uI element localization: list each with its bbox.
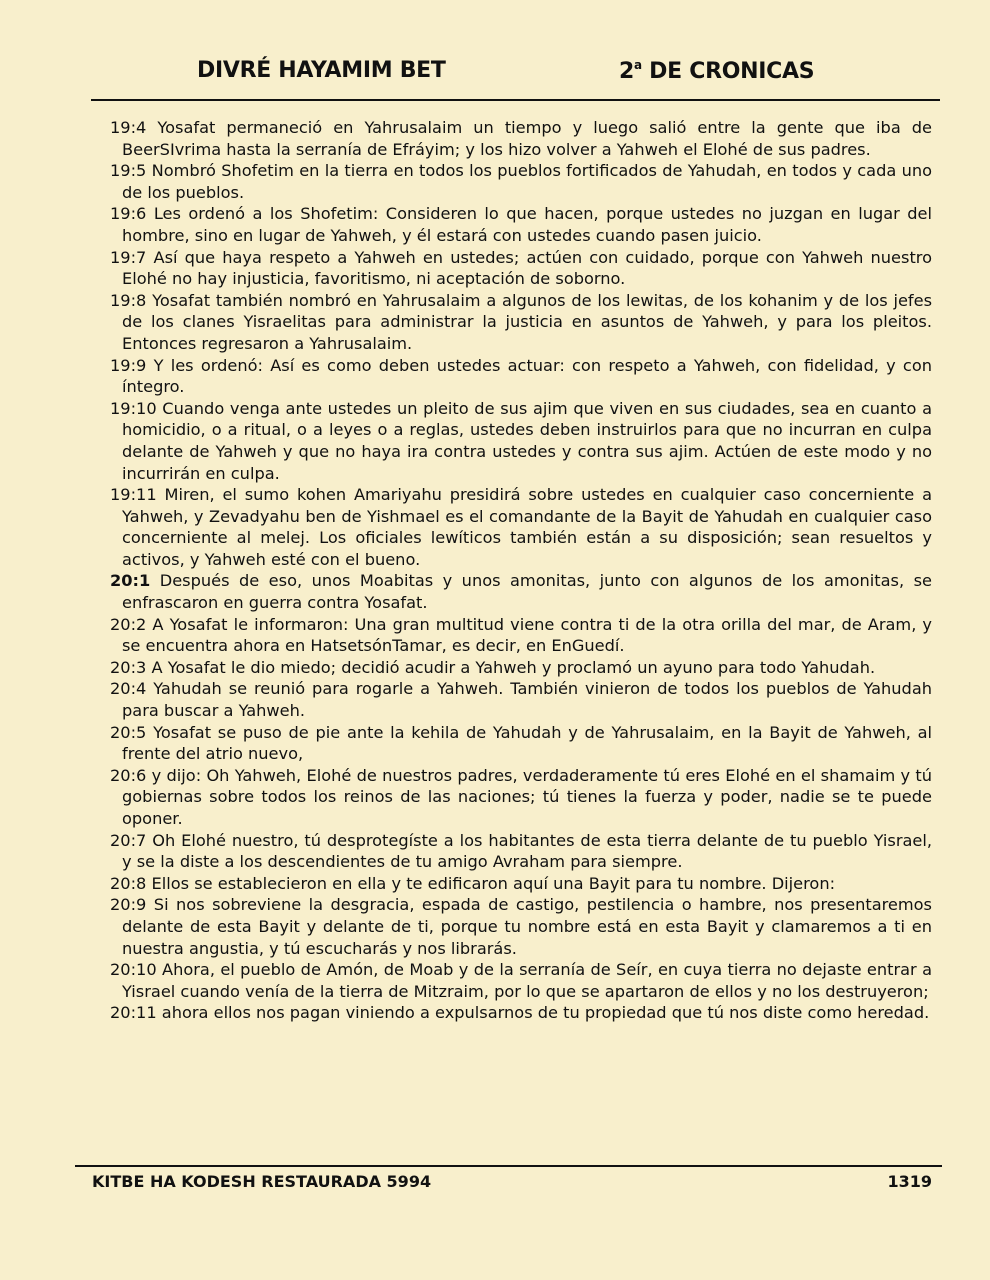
- book-title-rest: DE CRONICAS: [641, 59, 815, 84]
- verse: [110, 484, 932, 570]
- verse-text: Miren, el sumo kohen Amariyahu presidirá sobre ustedes en cualquier caso concerniente a Yahweh, y Zevadyahu ben de Yishmael es el comandante de la Bayit de Yahudah en cualquier caso concerniente al melej. Los oficiales lewíticos también están a su disposición; sean resueltos y activos, y Yahweh esté con el bueno.: [122, 485, 932, 569]
- verse-ref: 19:9: [110, 355, 147, 375]
- verse-ref: 19:10: [110, 398, 157, 418]
- verse-ref: 19:11: [110, 485, 157, 505]
- verse: [110, 959, 932, 1002]
- verse: [110, 355, 932, 398]
- verse-text: Nombró Shofetim en la tierra en todos los pueblos fortificados de Yahudah, en todos y cada uno de los pueblos.: [122, 161, 932, 202]
- page-header: [92, 58, 940, 92]
- footer-title: KITBE HA KODESH RESTAURADA 5994: [92, 1172, 432, 1191]
- verse-text: Después de eso, unos Moabitas y unos amonitas, junto con algunos de los amonitas, se enfrascaron en guerra contra Yosafat.: [122, 571, 932, 613]
- verse-ref: 20:11: [110, 1003, 157, 1023]
- verse: [110, 1002, 932, 1024]
- book-title-spanish: [619, 58, 814, 84]
- verse-ref: 19:7: [110, 247, 147, 267]
- verse-text: A Yosafat le dio miedo; decidió acudir a Yahweh y proclamó un ayuno para todo Yahudah.: [146, 657, 876, 677]
- verse: [110, 894, 932, 959]
- verse-ref: 19:5: [110, 161, 147, 181]
- verse: [110, 830, 932, 873]
- verse: [110, 722, 932, 765]
- verse: [110, 570, 932, 613]
- ordinal-superscript: a: [634, 58, 642, 72]
- verse: [110, 117, 932, 160]
- verse-text: Si nos sobreviene la desgracia, espada de castigo, pestilencia o hambre, nos presentaremos delante de esta Bayit y delante de ti, porque tu nombre está en esta Bayit y clamaremos a ti en nuestra angustia, y tú escucharás y nos librarás.: [122, 895, 932, 958]
- verse: [110, 247, 932, 290]
- verse: [110, 160, 932, 203]
- header-rule: [91, 99, 940, 101]
- verse-ref: 20:5: [110, 722, 147, 742]
- verse-ref: 20:1: [110, 571, 151, 591]
- verse-text: Y les ordenó: Así es como deben ustedes actuar: con respeto a Yahweh, con fidelidad, y con íntegro.: [122, 355, 932, 397]
- verse-text: Yosafat también nombró en Yahrusalaim a algunos de los lewitas, de los kohanim y de los jefes de los clanes Yisraelitas para administrar la justicia en asuntos de Yahweh, y para los pleitos. Entonces regresaron a Yahrusalaim.: [122, 290, 932, 353]
- verse-text: Yahudah se reunió para rogarle a Yahweh. También vinieron de todos los pueblos de Yahudah para buscar a Yahweh.: [122, 679, 932, 721]
- verse-text: Así que haya respeto a Yahweh en ustedes; actúen con cuidado, porque con Yahweh nuestro Elohé no hay injusticia, favoritismo, ni aceptación de soborno.: [122, 247, 932, 289]
- verse-ref: 20:9: [110, 895, 147, 915]
- verse: [110, 203, 932, 246]
- book-title-hebrew: DIVRÉ HAYAMIM BET: [197, 58, 446, 83]
- verse: [110, 765, 932, 830]
- verse-text: Cuando venga ante ustedes un pleito de sus ajim que viven en sus ciudades, sea en cuanto a homicidio, o a ritual, o a leyes o a reglas, ustedes deben instruirlos para que no incurran en culpa delante de Yahweh y que no haya ira contra ustedes y contra sus ajim. Actúen de este modo y no incurrirán en culpa.: [122, 398, 932, 483]
- verse-ref: 20:2: [110, 614, 147, 634]
- verse: [110, 290, 932, 355]
- verse-text: y dijo: Oh Yahweh, Elohé de nuestros padres, verdaderamente tú eres Elohé en el shamaim y tú gobiernas sobre todos los reinos de las naciones; tú tienes la fuerza y poder, nadie se te puede oponer.: [122, 765, 932, 828]
- book-number: 2: [619, 59, 635, 84]
- verse: [110, 873, 932, 895]
- verse-list: [110, 117, 932, 1024]
- verse-ref: 20:6: [110, 765, 147, 785]
- verse-ref: 20:7: [110, 830, 147, 850]
- verse-text: Ahora, el pueblo de Amón, de Moab y de la serranía de Seír, en cuya tierra no dejaste entrar a Yisrael cuando venía de la tierra de Mitzraim, por lo que se apartaron de ellos y no los destruyeron;: [122, 960, 932, 1001]
- verse-text: Oh Elohé nuestro, tú desprotegíste a los habitantes de esta tierra delante de tu pueblo Yisrael, y se la diste a los descendientes de tu amigo Avraham para siempre.: [122, 830, 932, 872]
- verse-ref: 19:8: [110, 290, 147, 310]
- verse-text: ahora ellos nos pagan viniendo a expulsarnos de tu propiedad que tú nos diste como heredad.: [156, 1003, 930, 1023]
- verse-text: Les ordenó a los Shofetim: Consideren lo que hacen, porque ustedes no juzgan en lugar del hombre, sino en lugar de Yahweh, y él estará con ustedes cuando pasen juicio.: [122, 204, 932, 245]
- verse: [110, 398, 932, 484]
- verse-text: Yosafat se puso de pie ante la kehila de Yahudah y de Yahrusalaim, en la Bayit de Yahweh, al frente del atrio nuevo,: [122, 722, 932, 764]
- verse-text: A Yosafat le informaron: Una gran multitud viene contra ti de la otra orilla del mar, de Aram, y se encuentra ahora en HatsetsónTamar, es decir, en EnGuedí.: [122, 614, 932, 656]
- verse-text: Ellos se establecieron en ella y te edificaron aquí una Bayit para tu nombre. Dijeron:: [146, 873, 836, 893]
- verse: [110, 614, 932, 657]
- verse-ref: 20:3: [110, 657, 147, 677]
- footer-rule: [75, 1165, 942, 1167]
- verse-ref: 20:4: [110, 679, 147, 699]
- verse: [110, 678, 932, 721]
- verse: [110, 657, 932, 679]
- verse-ref: 19:6: [110, 204, 147, 224]
- verse-ref: 20:8: [110, 873, 147, 893]
- page-number: 1319: [887, 1172, 932, 1191]
- verse-ref: 19:4: [110, 118, 147, 137]
- verse-text: Yosafat permaneció en Yahrusalaim un tiempo y luego salió entre la gente que iba de BeerSIvrima hasta la serranía de Efráyim; y los hizo volver a Yahweh el Elohé de sus padres.: [122, 118, 932, 159]
- verse-ref: 20:10: [110, 960, 157, 980]
